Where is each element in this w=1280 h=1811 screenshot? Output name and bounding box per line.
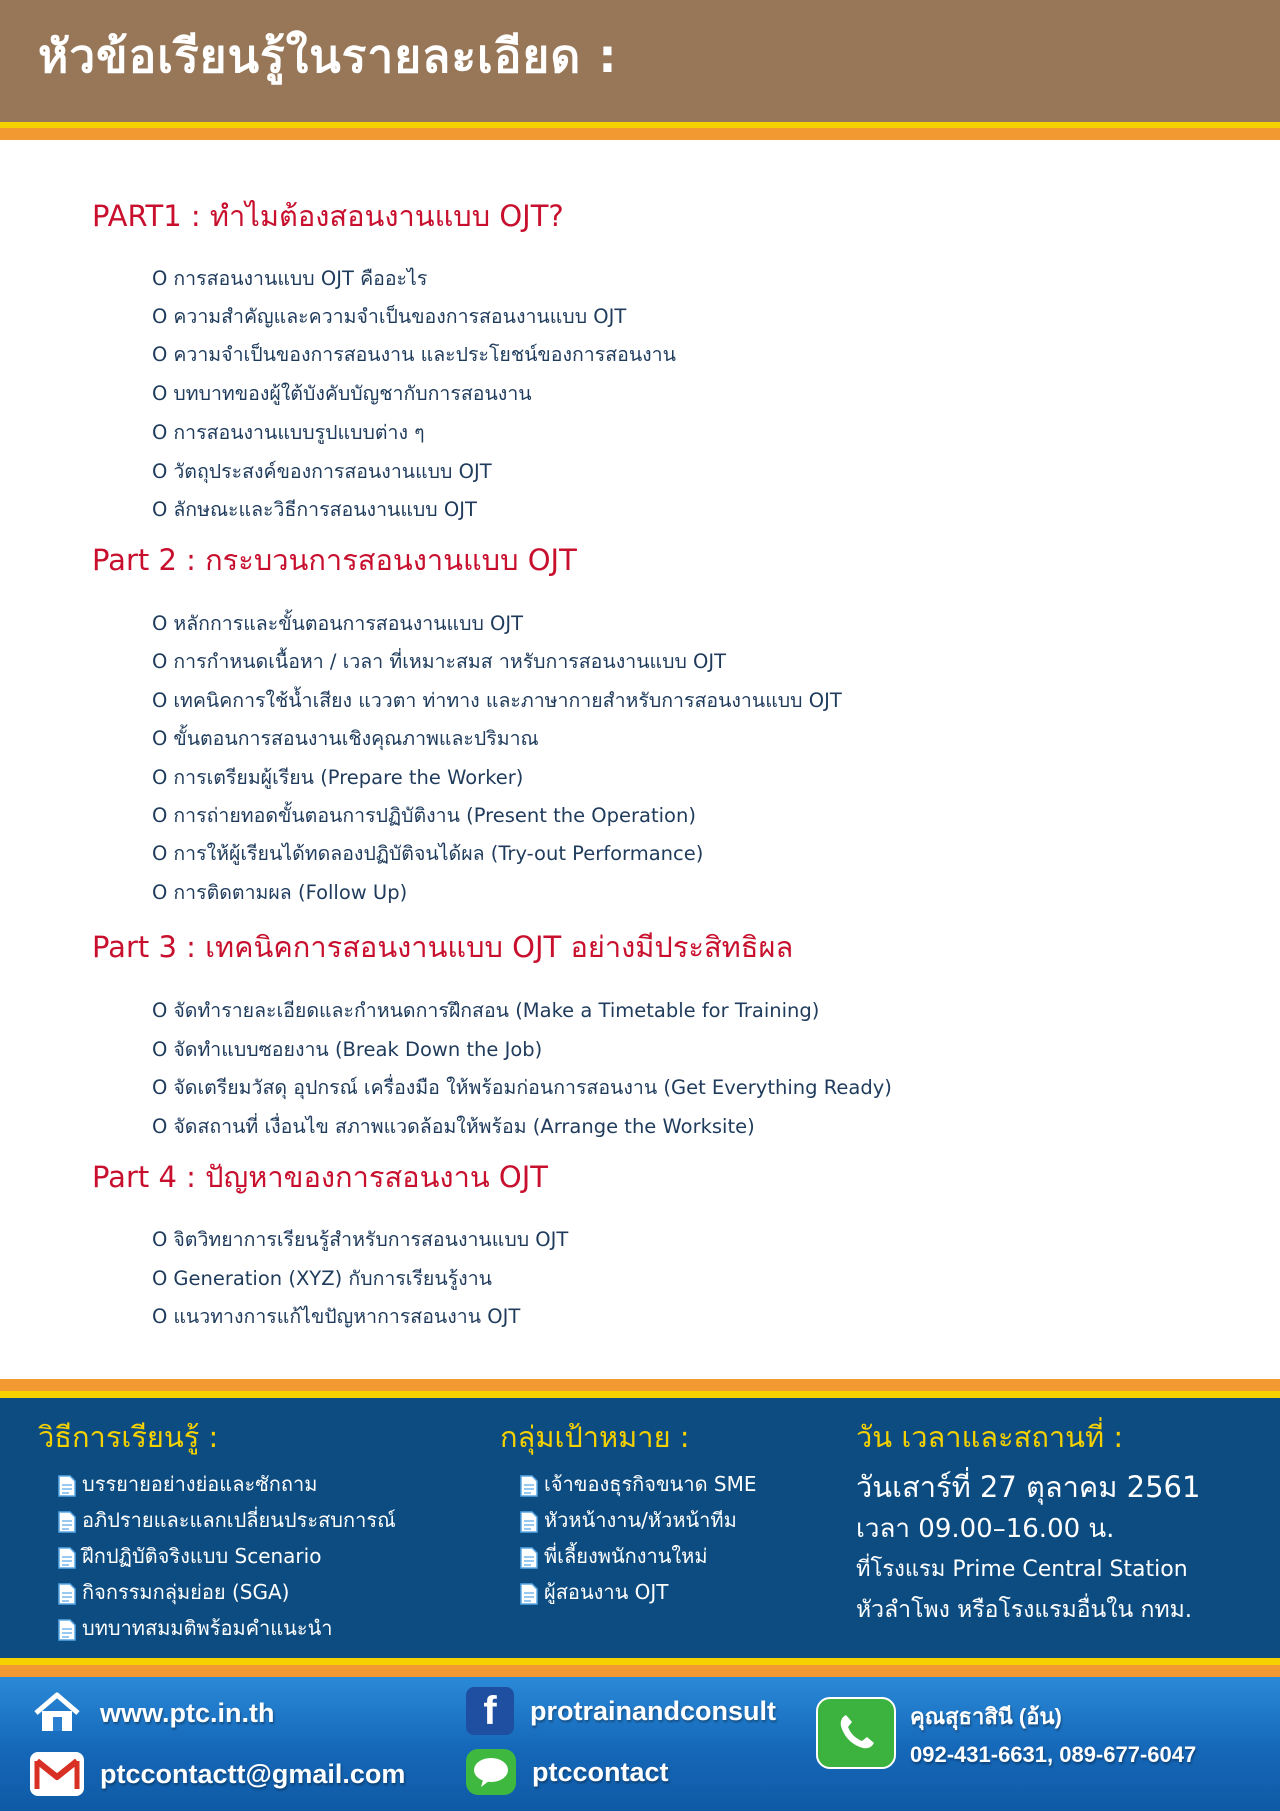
part1-topic: O ความจำเป็นของการสอนงาน และประโยชน์ของการสอนงาน xyxy=(152,343,676,366)
contact-footer xyxy=(0,1677,1280,1811)
part2-topic: O การถ่ายทอดขั้นตอนการปฏิบัติงาน (Present the Operation) xyxy=(152,804,696,827)
part1-title: PART1 : ทำไมต้องสอนงานแบบ OJT? xyxy=(92,199,564,233)
part1-topic: O ความสำคัญและความจำเป็นของการสอนงานแบบ OJT xyxy=(152,305,627,328)
part3-topic: O จัดเตรียมวัสดุ อุปกรณ์ เครื่องมือ ให้พร้อมก่อนการสอนงาน (Get Everything Ready) xyxy=(152,1076,892,1099)
part3-topic: O จัดทำรายละเอียดและกำหนดการฝึกสอน (Make a Timetable for Training) xyxy=(152,999,820,1022)
methods-item: บรรยายอย่างย่อและซักถาม xyxy=(38,1466,396,1502)
document-icon xyxy=(58,1475,76,1497)
info-stripe-orange xyxy=(0,1379,1280,1391)
audience-title: กลุ่มเป้าหมาย : xyxy=(500,1420,690,1454)
home-icon xyxy=(30,1691,84,1735)
document-icon xyxy=(58,1511,76,1533)
document-icon xyxy=(520,1583,538,1605)
schedule-column xyxy=(856,1414,1200,1630)
website-link[interactable]: www.ptc.in.th xyxy=(30,1691,275,1735)
part4-topic: O จิตวิทยาการเรียนรู้สำหรับการสอนงานแบบ OJT xyxy=(152,1228,569,1251)
part2-topic: O หลักการและขั้นตอนการสอนงานแบบ OJT xyxy=(152,612,524,635)
schedule-venue: ที่โรงแรม Prime Central Station xyxy=(856,1557,1188,1582)
line-app-icon xyxy=(466,1749,516,1795)
part2-topic: O ขั้นตอนการสอนงานเชิงคุณภาพและปริมาณ xyxy=(152,727,539,750)
methods-item: บทบาทสมมติพร้อมคำแนะนำ xyxy=(38,1610,396,1646)
phone-contact-text xyxy=(910,1699,1196,1768)
contact-phones: 092-431-6631, 089-677-6047 xyxy=(910,1741,1197,1767)
info-stripe-yellow xyxy=(0,1391,1280,1398)
part3-topic: O จัดทำแบบซอยงาน (Break Down the Job) xyxy=(152,1038,543,1061)
part2-topic: O เทคนิคการใช้น้ำเสียง แววตา ท่าทาง และภาษากายสำหรับการสอนงานแบบ OJT xyxy=(152,689,842,712)
methods-item: ฝึกปฏิบัติจริงแบบ Scenario xyxy=(38,1538,396,1574)
audience-item: ผู้สอนงาน OJT xyxy=(500,1574,757,1610)
contact-name: คุณสุธาสินี (อ้น) xyxy=(910,1703,1062,1729)
methods-item: กิจกรรมกลุ่มย่อย (SGA) xyxy=(38,1574,396,1610)
part1-topic: O วัตถุประสงค์ของการสอนงานแบบ OJT xyxy=(152,460,492,483)
part3-topic: O จัดสถานที่ เงื่อนไข สภาพแวดล้อมให้พร้อม (Arrange the Worksite) xyxy=(152,1115,755,1138)
schedule-title: วัน เวลาและสถานที่ : xyxy=(856,1420,1124,1454)
document-icon xyxy=(58,1619,76,1641)
part4-topic: O แนวทางการแก้ไขปัญหาการสอนงาน OJT xyxy=(152,1305,521,1328)
audience-item: หัวหน้างาน/หัวหน้าทีม xyxy=(500,1502,757,1538)
phone-contact[interactable] xyxy=(816,1697,1196,1769)
facebook-link[interactable]: f protrainandconsult xyxy=(466,1687,776,1735)
part2-topic: O การติดตามผล (Follow Up) xyxy=(152,881,408,904)
document-icon xyxy=(520,1475,538,1497)
document-icon xyxy=(58,1583,76,1605)
part1-topic: O บทบาทของผู้ใต้บังคับบัญชากับการสอนงาน xyxy=(152,382,532,405)
document-icon xyxy=(520,1547,538,1569)
page-title: หัวข้อเรียนรู้ในรายละเอียด : xyxy=(38,29,618,83)
audience-item: พี่เลี้ยงพนักงานใหม่ xyxy=(500,1538,757,1574)
part2-topic: O การกำหนดเนื้อหา / เวลา ที่เหมาะสมส าหรับการสอนงานแบบ OJT xyxy=(152,650,727,673)
email-link[interactable]: ptccontactt@gmail.com xyxy=(30,1752,405,1796)
phone-icon xyxy=(816,1697,896,1769)
facebook-icon: f xyxy=(466,1687,514,1735)
part1-topic: O ลักษณะและวิธีการสอนงานแบบ OJT xyxy=(152,498,477,521)
part2-topic: O การเตรียมผู้เรียน (Prepare the Worker) xyxy=(152,766,524,789)
methods-title: วิธีการเรียนรู้ : xyxy=(38,1420,219,1454)
part1-topic: O การสอนงานแบบ OJT คืออะไร xyxy=(152,267,428,290)
methods-column xyxy=(38,1414,396,1646)
footer-stripe-orange xyxy=(0,1665,1280,1677)
part1-topic: O การสอนงานแบบรูปแบบต่าง ๆ xyxy=(152,421,425,444)
part3-title: Part 3 : เทคนิคการสอนงานแบบ OJT อย่างมีประสิทธิผล xyxy=(92,930,794,964)
line-link[interactable]: ptccontact xyxy=(466,1749,669,1795)
document-icon xyxy=(520,1511,538,1533)
gmail-icon xyxy=(30,1752,84,1796)
document-icon xyxy=(58,1547,76,1569)
info-band xyxy=(0,1398,1280,1658)
part2-title: Part 2 : กระบวนการสอนงานแบบ OJT xyxy=(92,543,577,577)
part4-topic: O Generation (XYZ) กับการเรียนรู้งาน xyxy=(152,1267,492,1290)
audience-item: เจ้าของธุรกิจขนาด SME xyxy=(500,1466,757,1502)
part4-title: Part 4 : ปัญหาของการสอนงาน OJT xyxy=(92,1160,548,1194)
schedule-time: เวลา 09.00–16.00 น. xyxy=(856,1514,1115,1544)
part2-topic: O การให้ผู้เรียนได้ทดลองปฏิบัติจนได้ผล (Try-out Performance) xyxy=(152,842,704,865)
header-banner xyxy=(0,0,1280,122)
audience-column xyxy=(500,1414,757,1610)
schedule-venue-area: หัวลำโพง หรือโรงแรมอื่นใน กทม. xyxy=(856,1597,1193,1623)
footer-stripe-yellow xyxy=(0,1658,1280,1665)
header-stripe-orange xyxy=(0,128,1280,140)
schedule-date: วันเสาร์ที่ 27 ตุลาคม 2561 xyxy=(856,1470,1201,1504)
methods-item: อภิปรายและแลกเปลี่ยนประสบการณ์ xyxy=(38,1502,396,1538)
